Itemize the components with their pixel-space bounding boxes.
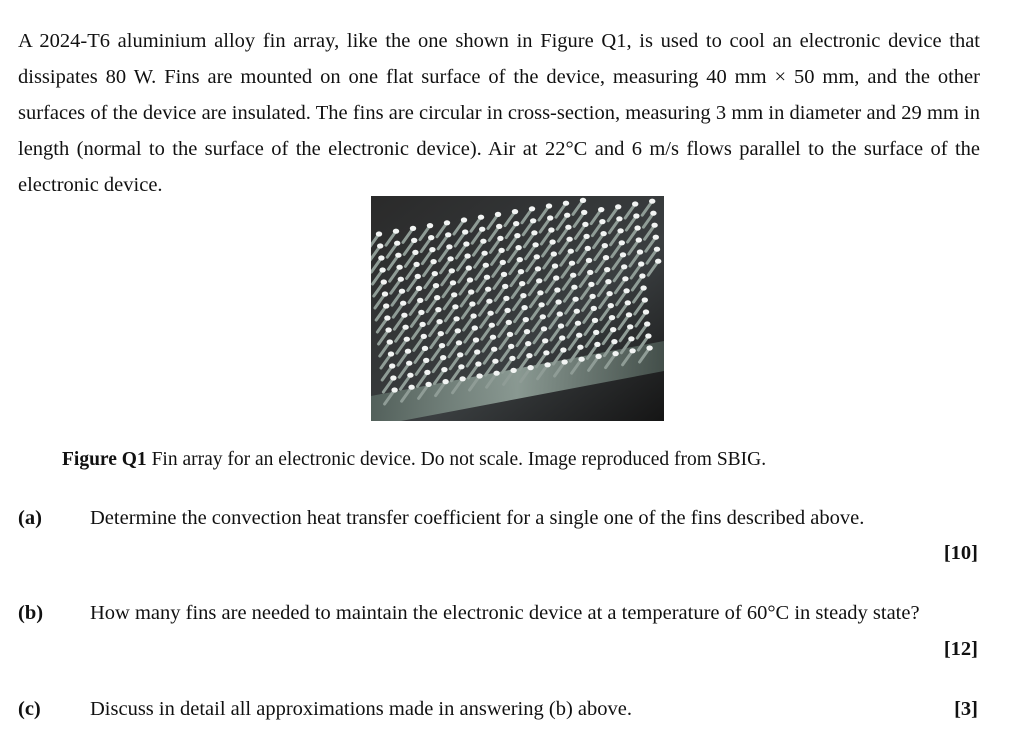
fin-pin-tip [444, 220, 450, 225]
fin-pin-tip [604, 267, 610, 272]
fin-pin-tip [521, 305, 527, 310]
fin-pin-tip [530, 218, 536, 223]
fin-pin-tip [600, 231, 606, 236]
fin-pin-tip [558, 323, 564, 328]
fin-pin-tip [586, 258, 592, 263]
fin-pin-tip [575, 321, 581, 326]
fin-pin-tip [436, 319, 442, 324]
fin-pin-tip [637, 249, 643, 254]
fin-pin-tip [649, 199, 655, 204]
fin-pin-tip [540, 314, 546, 319]
fin-pin-tip [393, 229, 399, 234]
fin-pin-tip [475, 361, 481, 366]
fin-pin-tip [646, 345, 652, 350]
fin-pin-tip [491, 347, 497, 352]
fin-pin-tip [450, 280, 456, 285]
fin-pin-tip [589, 294, 595, 299]
fin-pin-tip [654, 247, 660, 252]
fin-pin-tip [617, 228, 623, 233]
fin-pin-tip [484, 275, 490, 280]
fin-pin-tip [645, 333, 651, 338]
fin-pin-tip [461, 217, 467, 222]
fin-pin-tip [594, 342, 600, 347]
fin-pin-tip [416, 286, 422, 291]
fin-array-photo [371, 196, 664, 421]
fin-pin-tip [559, 335, 565, 340]
fin-pin-tip [417, 298, 423, 303]
fin-pin-tip [486, 299, 492, 304]
fin-pin-tip [459, 376, 465, 381]
fin-pin-tip [463, 241, 469, 246]
fin-pin-tip [520, 293, 526, 298]
fin-pin-tip [485, 287, 491, 292]
fin-pin-tip [512, 209, 518, 214]
fin-pin-tip [408, 385, 414, 390]
fin-pin-tip [632, 201, 638, 206]
fin-pin-tip [455, 328, 461, 333]
fin-pin-tip [514, 233, 520, 238]
fin-pin-tip [563, 201, 569, 206]
fin-pin-tip [561, 359, 567, 364]
fin-pin-tip [529, 206, 535, 211]
fin-pin-tip [413, 262, 419, 267]
fin-pin-tip [407, 373, 413, 378]
fin-pin-tip [650, 211, 656, 216]
fin-pin-tip [622, 276, 628, 281]
fin-pin-tip [547, 215, 553, 220]
fin-pin-tip [398, 277, 404, 282]
fin-pin-tip [383, 303, 389, 308]
fin-pin-tip [387, 339, 393, 344]
fin-pin-tip [628, 336, 634, 341]
fin-pin-tip [440, 355, 446, 360]
fin-pin-tip [580, 198, 586, 203]
fin-pin-tip [536, 278, 542, 283]
fin-pin-tip [638, 261, 644, 266]
fin-pin-tip [612, 351, 618, 356]
fin-pin-tip [506, 320, 512, 325]
fin-pin-tip [615, 204, 621, 209]
fin-pin-tip [535, 266, 541, 271]
fin-pin-tip [534, 254, 540, 259]
fin-pin-tip [498, 248, 504, 253]
fin-pin-tip [468, 289, 474, 294]
question-a-marks: [10] [943, 542, 978, 564]
fin-pin-tip [642, 297, 648, 302]
fin-pin-tip [554, 287, 560, 292]
fin-pin-tip [565, 225, 571, 230]
fin-pin-tip [497, 236, 503, 241]
fin-pin-tip [422, 346, 428, 351]
fin-pin-tip [410, 226, 416, 231]
fin-pin-tip [581, 210, 587, 215]
fin-pin-tip [525, 341, 531, 346]
fin-pin-tip [379, 267, 385, 272]
fin-pin-tip [627, 324, 633, 329]
fin-pin-tip [571, 285, 577, 290]
fin-pin-tip [478, 215, 484, 220]
fin-pin-tip [501, 272, 507, 277]
fin-pin-tip [496, 224, 502, 229]
fin-pin-tip [518, 269, 524, 274]
fin-pin-tip [572, 297, 578, 302]
fin-pin-tip [587, 270, 593, 275]
fin-pin-tip [560, 347, 566, 352]
fin-pin-tip [643, 309, 649, 314]
fin-pin-tip [438, 331, 444, 336]
fin-pin-tip [626, 312, 632, 317]
fin-pin-tip [449, 268, 455, 273]
fin-pin-tip [503, 296, 509, 301]
fin-pin-tip [566, 237, 572, 242]
fin-pin-tip [639, 273, 645, 278]
fin-pin-tip [430, 259, 436, 264]
fin-pin-tip [553, 275, 559, 280]
fin-pin-tip [593, 330, 599, 335]
fin-pin-tip [569, 261, 575, 266]
fin-pin-tip [546, 203, 552, 208]
fin-pin-tip [542, 338, 548, 343]
fin-pin-tip [640, 285, 646, 290]
fin-pin-tip [620, 252, 626, 257]
fin-pin-tip [385, 327, 391, 332]
fin-pin-tip [591, 306, 597, 311]
fin-pin-tip [381, 279, 387, 284]
fin-pin-tip [427, 223, 433, 228]
fin-pin-tip [481, 251, 487, 256]
fin-pin-tip [451, 292, 457, 297]
fin-pin-tip [470, 313, 476, 318]
fin-pin-tip [487, 311, 493, 316]
fin-pin-tip [568, 249, 574, 254]
fin-pin-tip [456, 340, 462, 345]
fin-pin-tip [395, 253, 401, 258]
fin-pin-tip [513, 221, 519, 226]
fin-pin-tip [537, 290, 543, 295]
fin-pin-tip [616, 216, 622, 221]
fin-pin-tip [466, 265, 472, 270]
fin-pin-tip [583, 234, 589, 239]
fin-pin-tip [447, 256, 453, 261]
fin-pin-tip [610, 327, 616, 332]
fin-pin-tip [473, 337, 479, 342]
fin-pin-tip [495, 212, 501, 217]
fin-pin-tip [598, 207, 604, 212]
fin-pin-tip [418, 310, 424, 315]
fin-pin-tip [570, 273, 576, 278]
fin-pin-tip [396, 265, 402, 270]
question-b-label: (b) [18, 602, 44, 624]
fin-pin-tip [445, 232, 451, 237]
question-b-text: How many fins are needed to maintain the electronic device at a temperature of 60°C in steady state? [90, 602, 920, 624]
fin-pin-tip [390, 375, 396, 380]
fin-pin-tip [588, 282, 594, 287]
figure-caption-text: Fin array for an electronic device. Do not scale. Image reproduced from SBIG. [151, 449, 767, 470]
fin-pin-tip [493, 371, 499, 376]
fin-pin-tip [472, 325, 478, 330]
fin-pin-tip [480, 239, 486, 244]
fin-pin-tip [435, 307, 441, 312]
fin-pin-tip [585, 246, 591, 251]
fin-pin-tip [428, 235, 434, 240]
fin-pin-tip [576, 333, 582, 338]
fin-pin-tip [458, 364, 464, 369]
problem-statement: A 2024-T6 aluminium alloy fin array, like the one shown in Figure Q1, is used to cool an electronic device that dissipates 80 W. Fins are mounted on one flat surface of the device, measuring 40 mm × 50 mm, and the other surfaces of the device are insulated. The fins are circular in cross-section, measuring 3 mm in diameter and 29 mm in length (normal to the surface of the electronic device). Air at 22°C and 6 m/s flows parallel to the surface of the electronic device. [18, 29, 980, 196]
fin-pin-tip [527, 365, 533, 370]
fin-pin-tip [402, 325, 408, 330]
fin-pin-tip [557, 311, 563, 316]
fin-pin-tip [644, 321, 650, 326]
fin-pin-tip [462, 229, 468, 234]
fin-pin-tip [399, 289, 405, 294]
fin-pin-tip [595, 354, 601, 359]
fin-pin-tip [411, 238, 417, 243]
fin-pin-tip [552, 263, 558, 268]
fin-pin-tip [519, 281, 525, 286]
question-c-marks: [3] [954, 698, 978, 720]
fin-pin-tip [523, 317, 529, 322]
figure-caption [62, 446, 766, 474]
fin-pin-tip [490, 335, 496, 340]
fin-pin-tip [442, 379, 448, 384]
fin-pin-tip [464, 253, 470, 258]
fin-pin-tip [526, 353, 532, 358]
fin-pin-tip [609, 315, 615, 320]
fin-pin-tip [453, 316, 459, 321]
fin-pin-tip [404, 337, 410, 342]
fin-pin-tip [531, 230, 537, 235]
fin-pin-tip [421, 334, 427, 339]
fin-pin-tip [384, 315, 390, 320]
fin-pin-tip [429, 247, 435, 252]
fin-pin-tip [541, 326, 547, 331]
fin-pin-tip [476, 373, 482, 378]
fin-pin-tip [538, 302, 544, 307]
fin-pin-tip [457, 352, 463, 357]
fin-pin-tip [633, 213, 639, 218]
fin-pin-tip [510, 368, 516, 373]
fin-pin-tip [629, 348, 635, 353]
fin-pin-tip [401, 313, 407, 318]
fin-pin-tip [625, 300, 631, 305]
fin-pin-tip [400, 301, 406, 306]
fin-pin-tip [608, 303, 614, 308]
question-a-label: (a) [18, 507, 42, 529]
fin-pin-tip [599, 219, 605, 224]
fin-pin-tip [634, 225, 640, 230]
fin-pin-tip [441, 367, 447, 372]
fin-pin-tip [433, 283, 439, 288]
fin-pin-tip [548, 227, 554, 232]
fin-pin-tip [551, 251, 557, 256]
fin-pin-tip [388, 351, 394, 356]
fin-pin-tip [439, 343, 445, 348]
fin-pin-tip [389, 363, 395, 368]
fin-pin-tip [415, 274, 421, 279]
fin-pin-tip [578, 357, 584, 362]
fin-pin-tip [577, 345, 583, 350]
question-a-text: Determine the convection heat transfer coefficient for a single one of the fins described above. [90, 507, 865, 529]
fin-pin-tip [549, 239, 555, 244]
fin-pin-tip [504, 308, 510, 313]
fin-pin-tip [489, 323, 495, 328]
fin-pin-tip [423, 358, 429, 363]
fin-pin-tip [419, 322, 425, 327]
fin-pin-tip [602, 243, 608, 248]
fin-pin-tip [619, 240, 625, 245]
fin-pin-tip [502, 284, 508, 289]
fin-pin-tip [434, 295, 440, 300]
figure-label: Figure Q1 [62, 449, 147, 470]
fin-pin-tip [555, 299, 561, 304]
fin-pin-tip [467, 277, 473, 282]
fin-pin-tip [500, 260, 506, 265]
fin-pin-tip [623, 288, 629, 293]
fin-pin-tip [405, 349, 411, 354]
fin-pin-tip [636, 237, 642, 242]
fin-pin-tip [376, 231, 382, 236]
fin-pin-tip [377, 243, 383, 248]
fin-pin-tip [515, 245, 521, 250]
fin-pin-tip [394, 241, 400, 246]
fin-pin-tip [621, 264, 627, 269]
fin-pin-tip [524, 329, 530, 334]
fin-pin-tip [424, 370, 430, 375]
fin-pin-tip [543, 350, 549, 355]
fin-pin-tip [592, 318, 598, 323]
fin-pin-tip [655, 259, 661, 264]
fin-pin-tip [574, 309, 580, 314]
fin-pin-tip [391, 387, 397, 392]
fin-pin-tip [606, 291, 612, 296]
question-c-label: (c) [18, 698, 41, 720]
fin-pin-tip [452, 304, 458, 309]
fin-pin-tip [483, 263, 489, 268]
question-b-marks: [12] [943, 638, 978, 660]
fin-pin-tip [508, 344, 514, 349]
fin-pin-tip [544, 362, 550, 367]
fin-array-illustration [371, 196, 664, 421]
fin-pin-tip [382, 291, 388, 296]
fin-pin-tip [432, 271, 438, 276]
fin-pin-tip [507, 332, 513, 337]
fin-pin-tip [492, 359, 498, 364]
fin-pin-tip [474, 349, 480, 354]
fin-pin-tip [446, 244, 452, 249]
fin-pin-tip [412, 250, 418, 255]
fin-pin-tip [517, 257, 523, 262]
fin-pin-tip [425, 382, 431, 387]
fin-pin-tip [378, 255, 384, 260]
fin-pin-tip [479, 227, 485, 232]
fin-pin-tip [605, 279, 611, 284]
fin-pin-tip [564, 213, 570, 218]
fin-pin-tip [603, 255, 609, 260]
fin-pin-tip [651, 223, 657, 228]
fin-pin-tip [653, 235, 659, 240]
question-c-text: Discuss in detail all approximations made in answering (b) above. [90, 698, 632, 720]
fin-pin-tip [611, 339, 617, 344]
fin-pin-tip [406, 361, 412, 366]
fin-pin-tip [509, 356, 515, 361]
fin-pin-tip [532, 242, 538, 247]
fin-pin-tip [469, 301, 475, 306]
fin-pin-tip [582, 222, 588, 227]
